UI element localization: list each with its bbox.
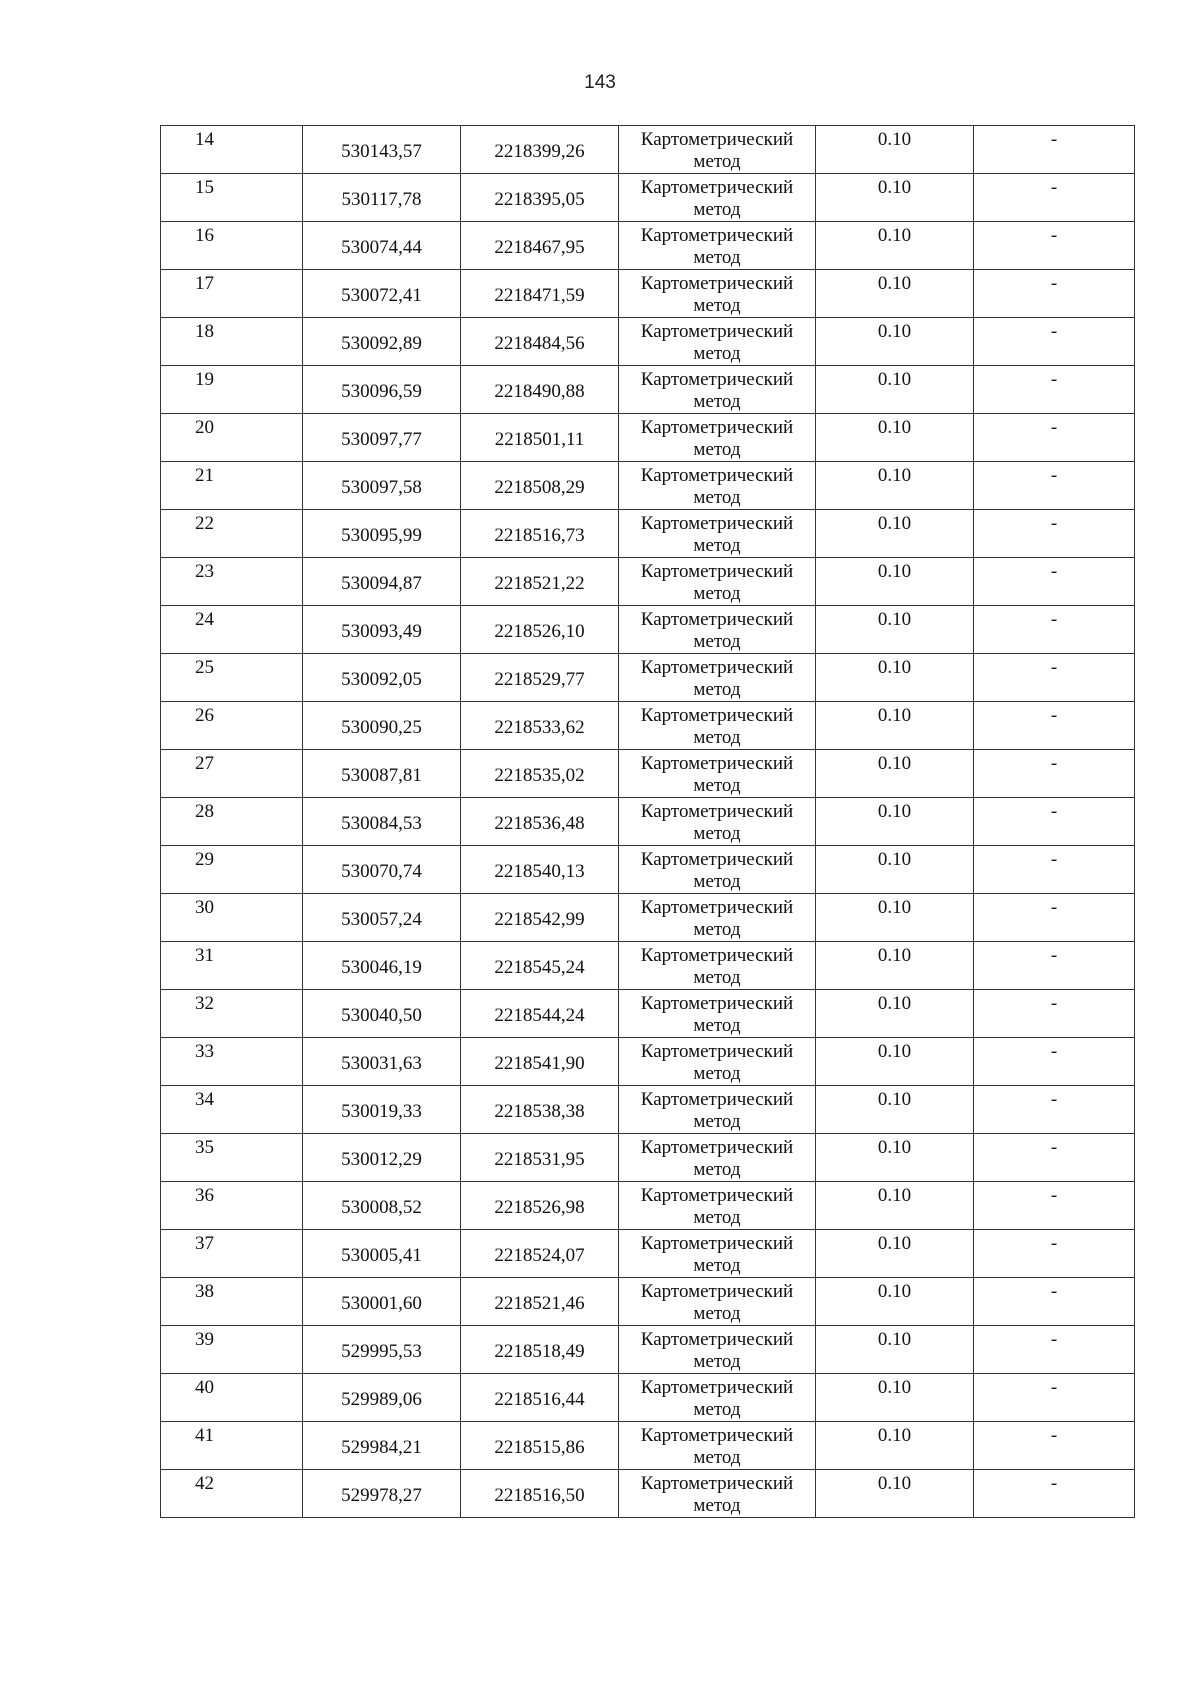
method-cell <box>619 222 816 270</box>
note-cell: - <box>974 1182 1135 1230</box>
point-number-cell: 19 <box>161 366 303 414</box>
table-row <box>161 702 1135 750</box>
y-coordinate-cell: 2218544,24 <box>461 990 619 1038</box>
method-line-2: метод <box>693 775 741 796</box>
y-coordinate-cell: 2218395,05 <box>461 174 619 222</box>
y-coordinate-cell: 2218529,77 <box>461 654 619 702</box>
accuracy-cell: 0.10 <box>816 414 974 462</box>
point-number-cell: 41 <box>161 1422 303 1470</box>
method-cell <box>619 1038 816 1086</box>
y-coordinate-cell: 2218471,59 <box>461 270 619 318</box>
x-coordinate-cell: 530087,81 <box>303 750 461 798</box>
note-cell: - <box>974 510 1135 558</box>
table-row <box>161 1038 1135 1086</box>
note-cell: - <box>974 462 1135 510</box>
method-line-1: Картометрический <box>640 657 794 678</box>
y-coordinate-cell: 2218501,11 <box>461 414 619 462</box>
method-line-1: Картометрический <box>640 1185 794 1206</box>
y-coordinate-cell: 2218516,44 <box>461 1374 619 1422</box>
note-cell: - <box>974 558 1135 606</box>
point-number-cell: 32 <box>161 990 303 1038</box>
table-row <box>161 894 1135 942</box>
point-number-cell: 23 <box>161 558 303 606</box>
method-line-1: Картометрический <box>640 129 794 150</box>
note-cell: - <box>974 1422 1135 1470</box>
coordinates-table <box>160 125 1135 1518</box>
method-line-1: Картометрический <box>640 321 794 342</box>
x-coordinate-cell: 530095,99 <box>303 510 461 558</box>
accuracy-cell: 0.10 <box>816 750 974 798</box>
method-cell <box>619 1422 816 1470</box>
method-line-1: Картометрический <box>640 1377 794 1398</box>
point-number-cell: 38 <box>161 1278 303 1326</box>
y-coordinate-cell: 2218542,99 <box>461 894 619 942</box>
method-line-2: метод <box>693 391 741 412</box>
accuracy-cell: 0.10 <box>816 846 974 894</box>
method-line-2: метод <box>693 727 741 748</box>
point-number-cell: 39 <box>161 1326 303 1374</box>
method-line-2: метод <box>693 1351 741 1372</box>
x-coordinate-cell: 530070,74 <box>303 846 461 894</box>
table-row <box>161 798 1135 846</box>
accuracy-cell: 0.10 <box>816 1326 974 1374</box>
method-cell <box>619 702 816 750</box>
point-number-cell: 26 <box>161 702 303 750</box>
note-cell: - <box>974 318 1135 366</box>
note-cell: - <box>974 414 1135 462</box>
method-cell <box>619 1326 816 1374</box>
method-cell <box>619 1374 816 1422</box>
y-coordinate-cell: 2218518,49 <box>461 1326 619 1374</box>
note-cell: - <box>974 654 1135 702</box>
table-row <box>161 366 1135 414</box>
method-cell <box>619 846 816 894</box>
note-cell: - <box>974 1374 1135 1422</box>
table-body <box>161 126 1135 1518</box>
point-number-cell: 42 <box>161 1470 303 1518</box>
table-row <box>161 414 1135 462</box>
x-coordinate-cell: 529984,21 <box>303 1422 461 1470</box>
method-cell <box>619 414 816 462</box>
method-line-2: метод <box>693 1063 741 1084</box>
method-line-2: метод <box>693 151 741 172</box>
method-line-1: Картометрический <box>640 849 794 870</box>
method-line-1: Картометрический <box>640 753 794 774</box>
y-coordinate-cell: 2218540,13 <box>461 846 619 894</box>
table-row <box>161 1374 1135 1422</box>
method-line-2: метод <box>693 295 741 316</box>
point-number-cell: 36 <box>161 1182 303 1230</box>
method-line-1: Картометрический <box>640 897 794 918</box>
point-number-cell: 21 <box>161 462 303 510</box>
method-line-2: метод <box>693 199 741 220</box>
table-row <box>161 318 1135 366</box>
method-line-2: метод <box>693 823 741 844</box>
method-line-1: Картометрический <box>640 465 794 486</box>
method-line-1: Картометрический <box>640 225 794 246</box>
accuracy-cell: 0.10 <box>816 558 974 606</box>
accuracy-cell: 0.10 <box>816 174 974 222</box>
method-line-1: Картометрический <box>640 705 794 726</box>
method-line-1: Картометрический <box>640 609 794 630</box>
method-cell <box>619 1230 816 1278</box>
note-cell: - <box>974 1326 1135 1374</box>
x-coordinate-cell: 530046,19 <box>303 942 461 990</box>
y-coordinate-cell: 2218535,02 <box>461 750 619 798</box>
x-coordinate-cell: 530031,63 <box>303 1038 461 1086</box>
table-row <box>161 606 1135 654</box>
method-line-2: метод <box>693 1447 741 1468</box>
accuracy-cell: 0.10 <box>816 894 974 942</box>
x-coordinate-cell: 530096,59 <box>303 366 461 414</box>
method-cell <box>619 750 816 798</box>
method-cell <box>619 462 816 510</box>
method-cell <box>619 942 816 990</box>
y-coordinate-cell: 2218536,48 <box>461 798 619 846</box>
note-cell: - <box>974 702 1135 750</box>
note-cell: - <box>974 174 1135 222</box>
point-number-cell: 35 <box>161 1134 303 1182</box>
method-line-1: Картометрический <box>640 801 794 822</box>
table-row <box>161 270 1135 318</box>
note-cell: - <box>974 270 1135 318</box>
accuracy-cell: 0.10 <box>816 1278 974 1326</box>
table-row <box>161 126 1135 174</box>
method-line-2: метод <box>693 631 741 652</box>
method-cell <box>619 1470 816 1518</box>
method-line-1: Картометрический <box>640 513 794 534</box>
table-row <box>161 1278 1135 1326</box>
method-line-1: Картометрический <box>640 1137 794 1158</box>
method-line-1: Картометрический <box>640 993 794 1014</box>
point-number-cell: 22 <box>161 510 303 558</box>
y-coordinate-cell: 2218526,10 <box>461 606 619 654</box>
x-coordinate-cell: 530008,52 <box>303 1182 461 1230</box>
note-cell: - <box>974 990 1135 1038</box>
method-cell <box>619 510 816 558</box>
point-number-cell: 15 <box>161 174 303 222</box>
point-number-cell: 17 <box>161 270 303 318</box>
point-number-cell: 24 <box>161 606 303 654</box>
point-number-cell: 20 <box>161 414 303 462</box>
method-cell <box>619 1278 816 1326</box>
method-line-2: метод <box>693 1159 741 1180</box>
x-coordinate-cell: 530019,33 <box>303 1086 461 1134</box>
method-line-1: Картометрический <box>640 1041 794 1062</box>
table-row <box>161 942 1135 990</box>
x-coordinate-cell: 530074,44 <box>303 222 461 270</box>
x-coordinate-cell: 530117,78 <box>303 174 461 222</box>
x-coordinate-cell: 530005,41 <box>303 1230 461 1278</box>
y-coordinate-cell: 2218521,46 <box>461 1278 619 1326</box>
x-coordinate-cell: 530057,24 <box>303 894 461 942</box>
method-line-2: метод <box>693 679 741 700</box>
y-coordinate-cell: 2218515,86 <box>461 1422 619 1470</box>
accuracy-cell: 0.10 <box>816 1086 974 1134</box>
accuracy-cell: 0.10 <box>816 462 974 510</box>
y-coordinate-cell: 2218490,88 <box>461 366 619 414</box>
y-coordinate-cell: 2218467,95 <box>461 222 619 270</box>
note-cell: - <box>974 1038 1135 1086</box>
x-coordinate-cell: 530072,41 <box>303 270 461 318</box>
table-row <box>161 558 1135 606</box>
method-line-1: Картометрический <box>640 369 794 390</box>
point-number-cell: 30 <box>161 894 303 942</box>
note-cell: - <box>974 126 1135 174</box>
x-coordinate-cell: 530143,57 <box>303 126 461 174</box>
note-cell: - <box>974 606 1135 654</box>
accuracy-cell: 0.10 <box>816 702 974 750</box>
point-number-cell: 34 <box>161 1086 303 1134</box>
x-coordinate-cell: 530092,89 <box>303 318 461 366</box>
note-cell: - <box>974 1086 1135 1134</box>
method-cell <box>619 654 816 702</box>
method-line-2: метод <box>693 1495 741 1516</box>
accuracy-cell: 0.10 <box>816 270 974 318</box>
method-cell <box>619 798 816 846</box>
y-coordinate-cell: 2218531,95 <box>461 1134 619 1182</box>
method-cell <box>619 126 816 174</box>
method-line-2: метод <box>693 439 741 460</box>
point-number-cell: 25 <box>161 654 303 702</box>
table-row <box>161 462 1135 510</box>
method-line-2: метод <box>693 1399 741 1420</box>
accuracy-cell: 0.10 <box>816 1182 974 1230</box>
method-cell <box>619 990 816 1038</box>
y-coordinate-cell: 2218541,90 <box>461 1038 619 1086</box>
method-line-2: метод <box>693 1255 741 1276</box>
accuracy-cell: 0.10 <box>816 990 974 1038</box>
accuracy-cell: 0.10 <box>816 798 974 846</box>
method-line-1: Картометрический <box>640 1281 794 1302</box>
table-row <box>161 1182 1135 1230</box>
accuracy-cell: 0.10 <box>816 1134 974 1182</box>
page-number: 143 <box>584 72 616 93</box>
method-line-1: Картометрический <box>640 945 794 966</box>
note-cell: - <box>974 366 1135 414</box>
x-coordinate-cell: 530084,53 <box>303 798 461 846</box>
method-line-1: Картометрический <box>640 1089 794 1110</box>
accuracy-cell: 0.10 <box>816 606 974 654</box>
point-number-cell: 14 <box>161 126 303 174</box>
accuracy-cell: 0.10 <box>816 1470 974 1518</box>
point-number-cell: 31 <box>161 942 303 990</box>
x-coordinate-cell: 530090,25 <box>303 702 461 750</box>
method-line-2: метод <box>693 1207 741 1228</box>
point-number-cell: 40 <box>161 1374 303 1422</box>
y-coordinate-cell: 2218516,73 <box>461 510 619 558</box>
method-line-1: Картометрический <box>640 1473 794 1494</box>
method-line-1: Картометрический <box>640 561 794 582</box>
accuracy-cell: 0.10 <box>816 222 974 270</box>
accuracy-cell: 0.10 <box>816 1230 974 1278</box>
note-cell: - <box>974 798 1135 846</box>
accuracy-cell: 0.10 <box>816 1038 974 1086</box>
method-line-2: метод <box>693 967 741 988</box>
x-coordinate-cell: 530040,50 <box>303 990 461 1038</box>
accuracy-cell: 0.10 <box>816 942 974 990</box>
point-number-cell: 37 <box>161 1230 303 1278</box>
table-row <box>161 1422 1135 1470</box>
method-line-1: Картометрический <box>640 273 794 294</box>
point-number-cell: 28 <box>161 798 303 846</box>
method-cell <box>619 270 816 318</box>
x-coordinate-cell: 530012,29 <box>303 1134 461 1182</box>
point-number-cell: 16 <box>161 222 303 270</box>
x-coordinate-cell: 530093,49 <box>303 606 461 654</box>
note-cell: - <box>974 942 1135 990</box>
x-coordinate-cell: 530001,60 <box>303 1278 461 1326</box>
point-number-cell: 33 <box>161 1038 303 1086</box>
note-cell: - <box>974 750 1135 798</box>
y-coordinate-cell: 2218521,22 <box>461 558 619 606</box>
method-cell <box>619 1086 816 1134</box>
accuracy-cell: 0.10 <box>816 1374 974 1422</box>
note-cell: - <box>974 1278 1135 1326</box>
y-coordinate-cell: 2218516,50 <box>461 1470 619 1518</box>
method-line-2: метод <box>693 343 741 364</box>
method-line-1: Картометрический <box>640 1233 794 1254</box>
point-number-cell: 29 <box>161 846 303 894</box>
method-cell <box>619 1182 816 1230</box>
accuracy-cell: 0.10 <box>816 1422 974 1470</box>
x-coordinate-cell: 529995,53 <box>303 1326 461 1374</box>
method-line-2: метод <box>693 919 741 940</box>
accuracy-cell: 0.10 <box>816 126 974 174</box>
note-cell: - <box>974 222 1135 270</box>
method-line-2: метод <box>693 247 741 268</box>
x-coordinate-cell: 530097,58 <box>303 462 461 510</box>
x-coordinate-cell: 530092,05 <box>303 654 461 702</box>
method-line-1: Картометрический <box>640 1329 794 1350</box>
table-row <box>161 654 1135 702</box>
x-coordinate-cell: 530094,87 <box>303 558 461 606</box>
accuracy-cell: 0.10 <box>816 510 974 558</box>
x-coordinate-cell: 529989,06 <box>303 1374 461 1422</box>
table-row <box>161 1086 1135 1134</box>
method-line-1: Картометрический <box>640 417 794 438</box>
method-cell <box>619 366 816 414</box>
y-coordinate-cell: 2218545,24 <box>461 942 619 990</box>
method-line-2: метод <box>693 583 741 604</box>
table-row <box>161 1230 1135 1278</box>
note-cell: - <box>974 1230 1135 1278</box>
method-line-2: метод <box>693 1111 741 1132</box>
y-coordinate-cell: 2218508,29 <box>461 462 619 510</box>
note-cell: - <box>974 1470 1135 1518</box>
point-number-cell: 27 <box>161 750 303 798</box>
y-coordinate-cell: 2218524,07 <box>461 1230 619 1278</box>
table-row <box>161 222 1135 270</box>
method-line-1: Картометрический <box>640 177 794 198</box>
x-coordinate-cell: 530097,77 <box>303 414 461 462</box>
accuracy-cell: 0.10 <box>816 318 974 366</box>
method-line-2: метод <box>693 487 741 508</box>
method-line-2: метод <box>693 1015 741 1036</box>
note-cell: - <box>974 894 1135 942</box>
y-coordinate-cell: 2218533,62 <box>461 702 619 750</box>
table-row <box>161 1470 1135 1518</box>
table-row <box>161 1134 1135 1182</box>
method-cell <box>619 606 816 654</box>
method-line-2: метод <box>693 535 741 556</box>
y-coordinate-cell: 2218526,98 <box>461 1182 619 1230</box>
accuracy-cell: 0.10 <box>816 654 974 702</box>
note-cell: - <box>974 1134 1135 1182</box>
method-line-2: метод <box>693 871 741 892</box>
method-cell <box>619 318 816 366</box>
table-row <box>161 510 1135 558</box>
method-cell <box>619 1134 816 1182</box>
point-number-cell: 18 <box>161 318 303 366</box>
y-coordinate-cell: 2218399,26 <box>461 126 619 174</box>
y-coordinate-cell: 2218484,56 <box>461 318 619 366</box>
table-row <box>161 990 1135 1038</box>
table-row <box>161 750 1135 798</box>
method-cell <box>619 174 816 222</box>
table-row <box>161 846 1135 894</box>
accuracy-cell: 0.10 <box>816 366 974 414</box>
y-coordinate-cell: 2218538,38 <box>461 1086 619 1134</box>
table-row <box>161 1326 1135 1374</box>
note-cell: - <box>974 846 1135 894</box>
method-line-2: метод <box>693 1303 741 1324</box>
method-cell <box>619 558 816 606</box>
method-cell <box>619 894 816 942</box>
table-row <box>161 174 1135 222</box>
x-coordinate-cell: 529978,27 <box>303 1470 461 1518</box>
method-line-1: Картометрический <box>640 1425 794 1446</box>
